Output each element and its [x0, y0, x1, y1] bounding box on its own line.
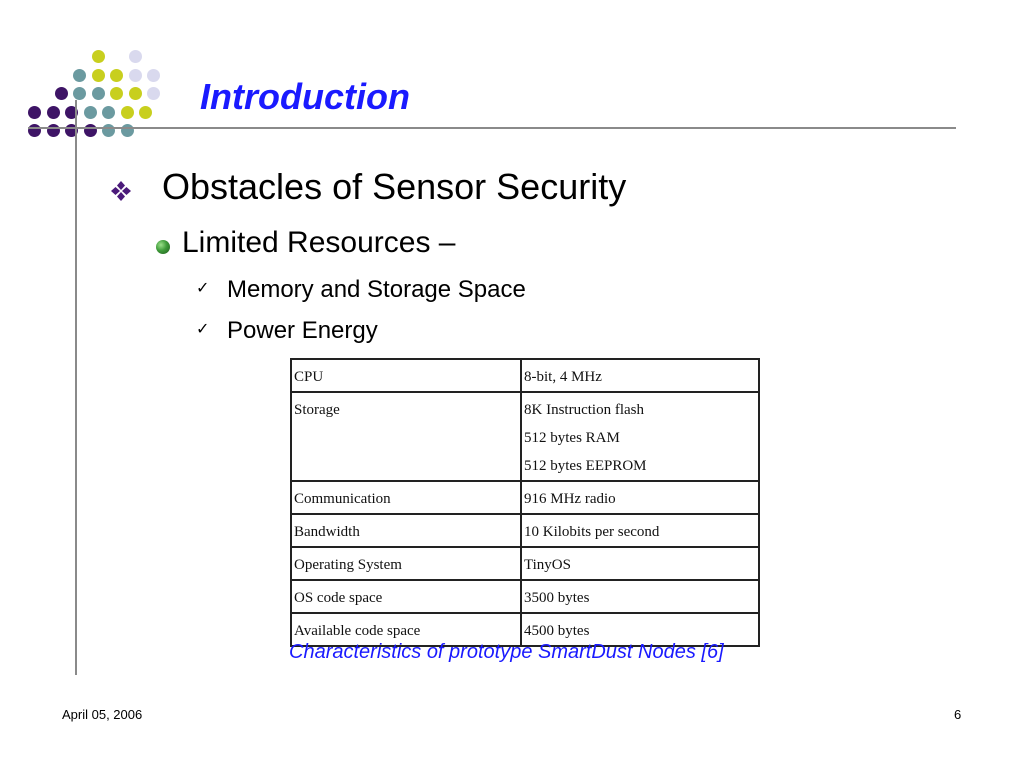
- table-row: [291, 580, 759, 613]
- table-cell-value: 3500 bytes: [521, 580, 759, 613]
- decorative-dot: [129, 69, 142, 82]
- decorative-dot: [92, 69, 105, 82]
- table-cell-label: Operating System: [291, 547, 521, 580]
- decorative-dot: [147, 69, 160, 82]
- decorative-dot: [121, 106, 134, 119]
- table-caption: Characteristics of prototype SmartDust Nodes [6]: [289, 641, 724, 663]
- table-cell-label: CPU: [291, 359, 521, 392]
- decorative-dot: [121, 124, 134, 137]
- decorative-dot: [55, 87, 68, 100]
- title-rule: [28, 127, 956, 129]
- decorative-dot: [84, 106, 97, 119]
- checkmark-icon: ✓: [196, 321, 210, 338]
- specs-table: [290, 358, 760, 647]
- left-rule: [75, 100, 77, 675]
- table-cell-value-line: 8K Instruction flash: [524, 402, 644, 418]
- bullet-level-2-text: Limited Resources –: [182, 226, 456, 259]
- table-row: [291, 514, 759, 547]
- bullet-level-1-text: Obstacles of Sensor Security: [162, 166, 627, 207]
- decorative-dot: [102, 106, 115, 119]
- decorative-dot: [73, 87, 86, 100]
- table-cell-label: Communication: [291, 481, 521, 514]
- table-row: [291, 359, 759, 392]
- decorative-dot: [28, 124, 41, 137]
- slide-title: Introduction: [200, 76, 410, 117]
- decorative-dot: [47, 106, 60, 119]
- decorative-dot: [129, 50, 142, 63]
- diamond-bullet-icon: [110, 180, 132, 202]
- footer-date: April 05, 2006: [62, 707, 143, 722]
- table-cell-value: [521, 392, 759, 481]
- decorative-dot: [73, 69, 86, 82]
- table-cell-value: 916 MHz radio: [521, 481, 759, 514]
- decorative-dot-grid: [28, 50, 178, 150]
- checkmark-icon: ✓: [196, 280, 210, 297]
- decorative-dot: [129, 87, 142, 100]
- page-number: 6: [954, 707, 962, 722]
- table-cell-value: 8-bit, 4 MHz: [521, 359, 759, 392]
- green-sphere-bullet-icon: [156, 240, 170, 254]
- decorative-dot: [147, 87, 160, 100]
- table-cell-value-line: 512 bytes EEPROM: [524, 458, 647, 474]
- decorative-dot: [102, 124, 115, 137]
- table-cell-value-line: 512 bytes RAM: [524, 430, 620, 446]
- decorative-dot: [110, 87, 123, 100]
- bullet-level-3-text: Memory and Storage Space: [227, 276, 526, 303]
- table-cell-value: 10 Kilobits per second: [521, 514, 759, 547]
- table-row: [291, 481, 759, 514]
- decorative-dot: [139, 106, 152, 119]
- bullet-level-3-text: Power Energy: [227, 317, 378, 344]
- table-cell-value: TinyOS: [521, 547, 759, 580]
- decorative-dot: [84, 124, 97, 137]
- table-cell-label: OS code space: [291, 580, 521, 613]
- decorative-dot: [92, 87, 105, 100]
- table-cell-label: Available code space: [291, 613, 521, 646]
- decorative-dot: [47, 124, 60, 137]
- decorative-dot: [28, 106, 41, 119]
- table-cell-label: Storage: [291, 392, 521, 481]
- table-row: [291, 547, 759, 580]
- table-cell-value: 4500 bytes: [521, 613, 759, 646]
- decorative-dot: [110, 69, 123, 82]
- decorative-dot: [92, 50, 105, 63]
- table-cell-label: Bandwidth: [291, 514, 521, 547]
- table-row: [291, 392, 759, 481]
